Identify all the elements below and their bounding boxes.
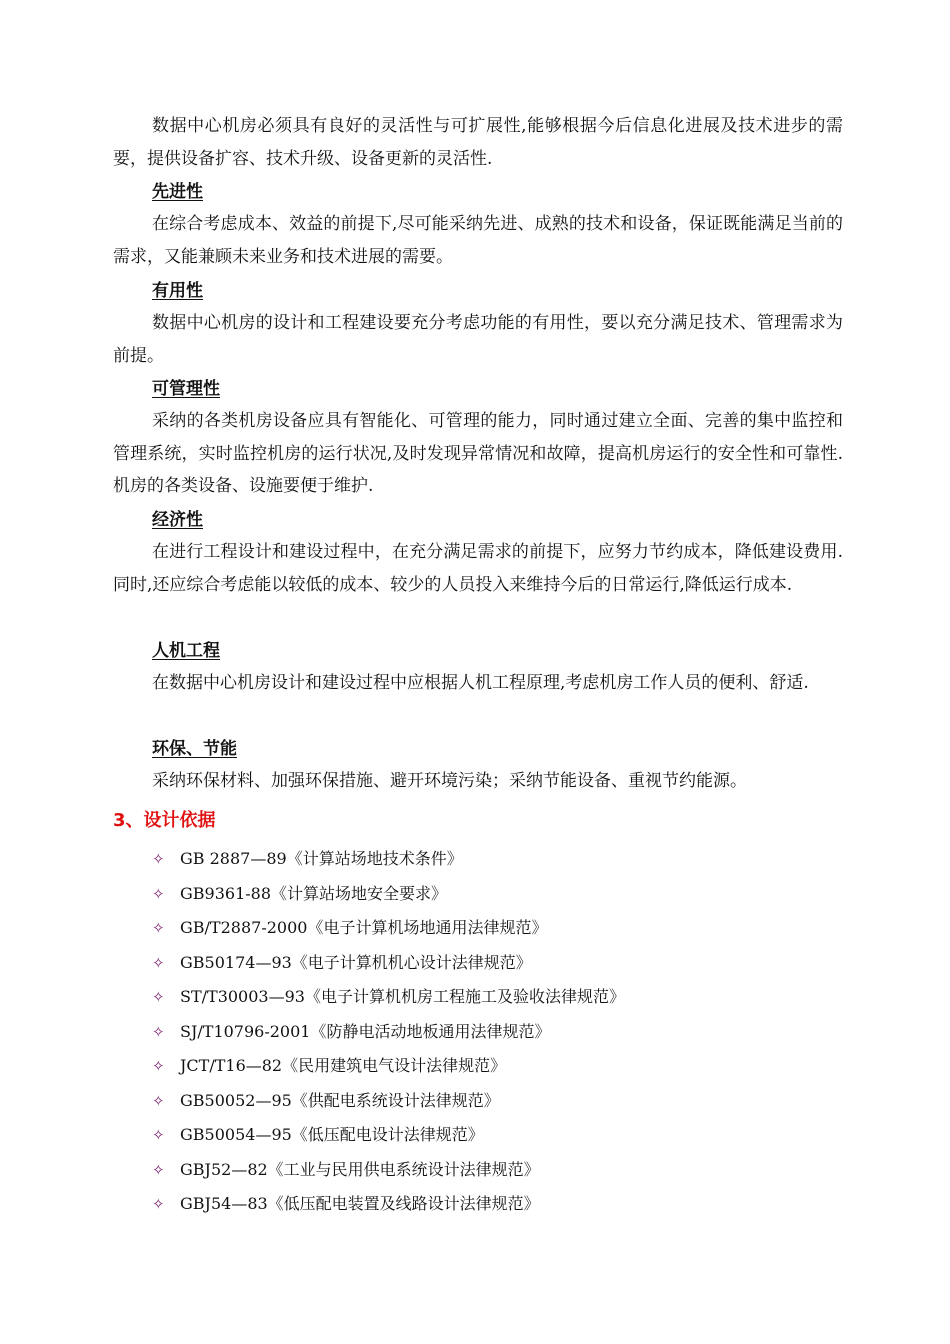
list-item bbox=[152, 1087, 625, 1122]
list-item bbox=[152, 1018, 625, 1053]
heading-economy: 经济性 bbox=[152, 510, 203, 530]
diamond-bullet-icon: ✧ bbox=[152, 884, 165, 903]
reference-text: ST/T30003—93《电子计算机机房工程施工及验收法律规范》 bbox=[180, 987, 625, 1006]
paragraph-manageability: 采纳的各类机房设备应具有智能化、可管理的能力，同时通过建立全面、完善的集中监控和管理系统，实时监控机房的运行状况,及时发现异常情况和故障，提高机房运行的安全性和可靠性.机房的各类设备、设施要便于维护. bbox=[113, 411, 843, 496]
list-item bbox=[152, 1121, 625, 1156]
paragraph-usefulness: 数据中心机房的设计和工程建设要充分考虑功能的有用性，要以充分满足技术、管理需求为前提。 bbox=[113, 313, 843, 366]
diamond-bullet-icon: ✧ bbox=[152, 1057, 165, 1075]
diamond-bullet-icon: ✧ bbox=[152, 1160, 165, 1179]
heading-ergonomics: 人机工程 bbox=[152, 641, 220, 661]
reference-text: GBJ54—83《低压配电装置及线路设计法律规范》 bbox=[180, 1194, 540, 1213]
list-item bbox=[152, 914, 625, 949]
paragraph-economy: 在进行工程设计和建设过程中，在充分满足需求的前提下，应努力节约成本，降低建设费用.同时,还应综合考虑能以较低的成本、较少的人员投入来维持今后的日常运行,降低运行成本. bbox=[113, 542, 843, 595]
section-title-design-basis: 3、设计依据 bbox=[113, 810, 216, 831]
reference-text: GB9361-88《计算站场地安全要求》 bbox=[180, 883, 448, 903]
diamond-bullet-icon: ✧ bbox=[152, 953, 165, 972]
list-item bbox=[152, 949, 625, 984]
diamond-bullet-icon: ✧ bbox=[152, 850, 165, 868]
diamond-bullet-icon: ✧ bbox=[152, 988, 165, 1006]
reference-text: GB50052—95《供配电系统设计法律规范》 bbox=[180, 1090, 500, 1110]
list-item bbox=[152, 845, 625, 880]
heading-advanced: 先进性 bbox=[152, 182, 203, 202]
diamond-bullet-icon: ✧ bbox=[152, 1126, 165, 1144]
heading-manageability: 可管理性 bbox=[152, 379, 220, 399]
reference-text: GB/T2887-2000《电子计算机场地通用法律规范》 bbox=[180, 918, 548, 937]
reference-text: SJ/T10796-2001《防静电活动地板通用法律规范》 bbox=[180, 1021, 551, 1041]
list-item bbox=[152, 983, 625, 1018]
paragraph-environment: 采纳环保材料、加强环保措施、避开环境污染；采纳节能设备、重视节约能源。 bbox=[152, 771, 747, 791]
list-item bbox=[152, 1052, 625, 1087]
reference-list bbox=[152, 845, 625, 1225]
reference-text: GB50174—93《电子计算机机心设计法律规范》 bbox=[180, 952, 532, 972]
intro-paragraph: 数据中心机房必须具有良好的灵活性与可扩展性,能够根据今后信息化进展及技术进步的需要，提供设备扩容、技术升级、设备更新的灵活性. bbox=[113, 116, 843, 169]
heading-environment: 环保、节能 bbox=[152, 739, 237, 759]
diamond-bullet-icon: ✧ bbox=[152, 1195, 165, 1213]
diamond-bullet-icon: ✧ bbox=[152, 1091, 165, 1110]
paragraph-advanced: 在综合考虑成本、效益的前提下,尽可能采纳先进、成熟的技术和设备，保证既能满足当前的需求，又能兼顾未来业务和技术进展的需要。 bbox=[113, 214, 843, 267]
list-item bbox=[152, 1156, 625, 1191]
reference-text: JCT/T16—82《民用建筑电气设计法律规范》 bbox=[180, 1056, 507, 1075]
paragraph-ergonomics: 在数据中心机房设计和建设过程中应根据人机工程原理,考虑机房工作人员的便利、舒适. bbox=[152, 673, 809, 693]
list-item bbox=[152, 880, 625, 915]
diamond-bullet-icon: ✧ bbox=[152, 919, 165, 937]
reference-text: GB50054—95《低压配电设计法律规范》 bbox=[180, 1125, 484, 1144]
reference-text: GBJ52—82《工业与民用供电系统设计法律规范》 bbox=[180, 1159, 540, 1179]
diamond-bullet-icon: ✧ bbox=[152, 1022, 165, 1041]
list-item bbox=[152, 1190, 625, 1225]
heading-usefulness: 有用性 bbox=[152, 281, 203, 301]
reference-text: GB 2887—89《计算站场地技术条件》 bbox=[180, 849, 463, 868]
